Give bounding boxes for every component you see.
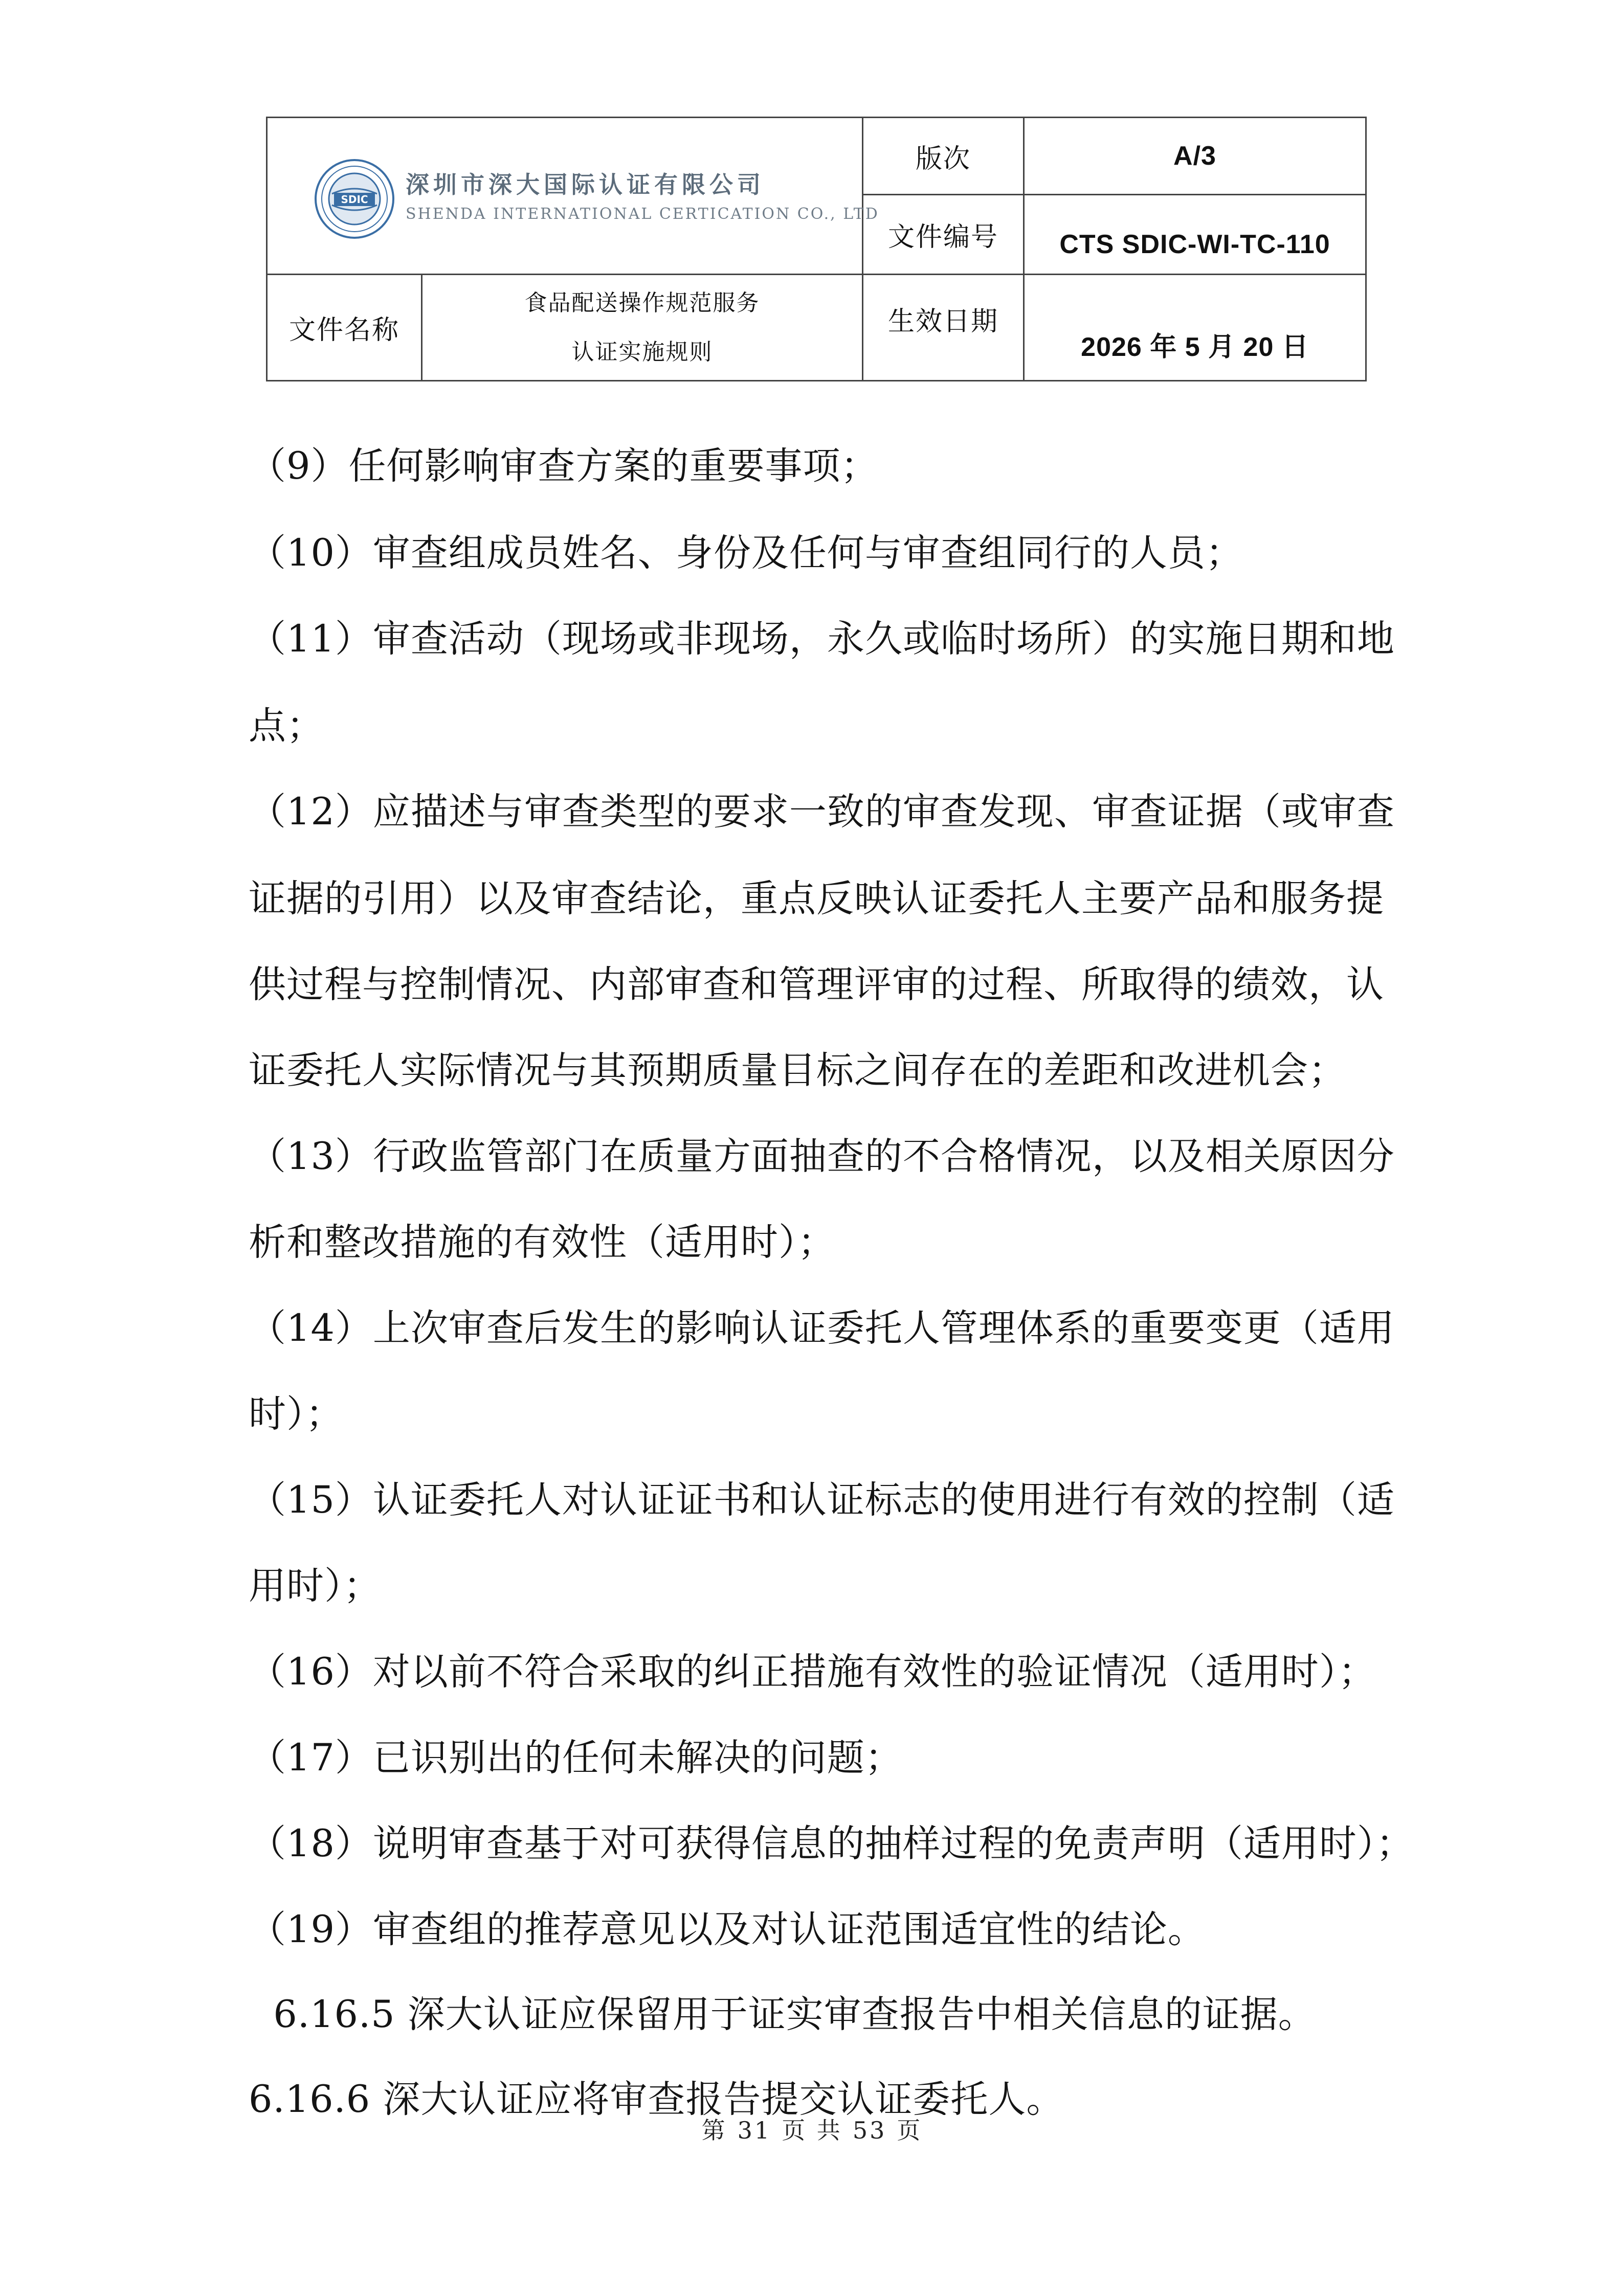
company-name-en: SHENDA INTERNATIONAL CERTICATION CO., LTD (406, 205, 879, 223)
effective-date-label: 生效日期 (887, 306, 998, 337)
company-seal-icon (314, 158, 395, 240)
body-line: （18）说明审查基于对可获得信息的抽样过程的免责声明（适用时）； (249, 1822, 1414, 1865)
company-logo-cell (268, 118, 879, 274)
body-line: （16）对以前不符合采取的纠正措施有效性的验证情况（适用时）； (249, 1650, 1376, 1694)
body-line: （19）审查组的推荐意见以及对认证范围适宜性的结论。 (249, 1908, 1206, 1951)
page-number (0, 2112, 1624, 2146)
page-current: 31 (737, 2117, 772, 2144)
body-line: 供过程与控制情况、内部审查和管理评审的过程、所取得的绩效，认 (249, 963, 1384, 1006)
body-line: （10）审查组成员姓名、身份及任何与审查组同行的人员； (249, 531, 1243, 575)
company-name-cn: 深圳市深大国际认证有限公司 (406, 171, 765, 198)
body-line: 证据的引用）以及审查结论，重点反映认证委托人主要产品和服务提 (249, 877, 1384, 920)
svg-text:SDIC: SDIC (341, 193, 368, 206)
body-line: 证委托人实际情况与其预期质量目标之间存在的差距和改进机会； (249, 1049, 1346, 1092)
body-line: 6.16.5 深大认证应保留用于证实审查报告中相关信息的证据。 (249, 1993, 1316, 2036)
doc-name-line: 认证实施规则 (571, 339, 713, 365)
version-value: A/3 (1173, 141, 1216, 171)
doc-name-label: 文件名称 (288, 315, 399, 346)
company-logo (314, 158, 879, 240)
body-line: （17）已识别出的任何未解决的问题； (249, 1736, 903, 1780)
doc-number-label: 文件编号 (887, 222, 998, 253)
page-total: 53 (852, 2117, 887, 2144)
version-label: 版次 (915, 143, 971, 174)
body-line: （14）上次审查后发生的影响认证委托人管理体系的重要变更（适用 (249, 1307, 1395, 1350)
doc-name-value (422, 275, 862, 380)
body-line: 点； (249, 704, 324, 748)
body-line: 析和整改措施的有效性（适用时）； (249, 1221, 836, 1264)
doc-number-value: CTS SDIC-WI-TC-110 (1059, 229, 1330, 259)
effective-date-value: 2026 年 5 月 20 日 (1081, 332, 1309, 362)
body-line: （13）行政监管部门在质量方面抽查的不合格情况，以及相关原因分 (249, 1135, 1395, 1178)
body-line: 时）； (249, 1392, 344, 1436)
document-header-table (266, 117, 1367, 381)
body-line: （9）任何影响审查方案的重要事项； (249, 444, 879, 488)
body-line: （11）审查活动（现场或非现场，永久或临时场所）的实施日期和地 (249, 617, 1395, 661)
page-prefix: 第 (701, 2117, 727, 2144)
body-line: （12）应描述与审查类型的要求一致的审查发现、审查证据（或审查 (249, 790, 1395, 834)
body-line: 6.16.6 深大认证应将审查报告提交认证委托人。 (249, 2078, 1064, 2121)
page-mid: 页 共 (782, 2117, 842, 2144)
body-line: （15）认证委托人对认证证书和认证标志的使用进行有效的控制（适 (249, 1478, 1395, 1522)
body-line: 用时）； (249, 1564, 382, 1608)
page-suffix: 页 (897, 2117, 923, 2144)
doc-name-line: 食品配送操作规范服务 (524, 289, 760, 316)
